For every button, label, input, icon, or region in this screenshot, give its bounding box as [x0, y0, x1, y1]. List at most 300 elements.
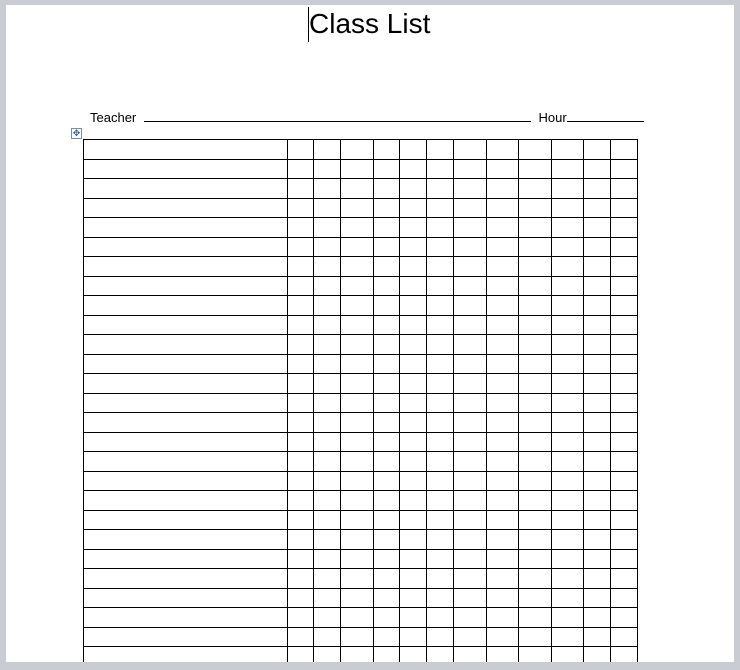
table-cell[interactable]: [427, 237, 454, 257]
table-cell[interactable]: [519, 179, 552, 199]
table-cell[interactable]: [487, 627, 519, 647]
table-cell[interactable]: [400, 530, 427, 550]
table-cell[interactable]: [454, 257, 487, 277]
table-cell[interactable]: [552, 588, 584, 608]
table-cell[interactable]: [584, 647, 611, 663]
table-cell[interactable]: [454, 198, 487, 218]
table-cell[interactable]: [374, 569, 400, 589]
table-cell[interactable]: [584, 569, 611, 589]
table-cell[interactable]: [552, 530, 584, 550]
table-cell[interactable]: [314, 608, 341, 628]
table-cell[interactable]: [611, 374, 638, 394]
table-cell[interactable]: [487, 296, 519, 316]
table-cell[interactable]: [519, 627, 552, 647]
table-cell[interactable]: [611, 627, 638, 647]
table-cell[interactable]: [374, 510, 400, 530]
document-page[interactable]: [6, 5, 734, 662]
table-cell[interactable]: [374, 491, 400, 511]
table-cell[interactable]: [552, 198, 584, 218]
table-cell[interactable]: [552, 413, 584, 433]
table-cell[interactable]: [314, 569, 341, 589]
table-cell[interactable]: [584, 354, 611, 374]
table-cell[interactable]: [611, 198, 638, 218]
student-name-cell[interactable]: [84, 452, 288, 472]
student-name-cell[interactable]: [84, 647, 288, 663]
table-cell[interactable]: [584, 432, 611, 452]
table-cell[interactable]: [552, 491, 584, 511]
table-cell[interactable]: [454, 276, 487, 296]
table-cell[interactable]: [314, 354, 341, 374]
table-cell[interactable]: [341, 588, 374, 608]
table-cell[interactable]: [341, 608, 374, 628]
table-cell[interactable]: [454, 608, 487, 628]
table-cell[interactable]: [374, 179, 400, 199]
table-cell[interactable]: [584, 198, 611, 218]
table-cell[interactable]: [611, 393, 638, 413]
table-cell[interactable]: [487, 159, 519, 179]
table-cell[interactable]: [454, 354, 487, 374]
student-name-cell[interactable]: [84, 530, 288, 550]
table-cell[interactable]: [314, 237, 341, 257]
table-cell[interactable]: [611, 432, 638, 452]
student-name-cell[interactable]: [84, 296, 288, 316]
table-cell[interactable]: [519, 276, 552, 296]
table-cell[interactable]: [552, 179, 584, 199]
table-cell[interactable]: [341, 510, 374, 530]
table-cell[interactable]: [427, 315, 454, 335]
table-cell[interactable]: [519, 510, 552, 530]
table-cell[interactable]: [374, 354, 400, 374]
table-cell[interactable]: [611, 354, 638, 374]
table-cell[interactable]: [427, 335, 454, 355]
table-cell[interactable]: [314, 471, 341, 491]
table-cell[interactable]: [454, 627, 487, 647]
table-cell[interactable]: [427, 257, 454, 277]
table-cell[interactable]: [611, 335, 638, 355]
table-cell[interactable]: [427, 491, 454, 511]
table-cell[interactable]: [288, 549, 314, 569]
table-cell[interactable]: [454, 471, 487, 491]
table-cell[interactable]: [487, 569, 519, 589]
table-cell[interactable]: [584, 393, 611, 413]
table-cell[interactable]: [288, 530, 314, 550]
table-cell[interactable]: [341, 315, 374, 335]
table-cell[interactable]: [374, 140, 400, 160]
table-cell[interactable]: [400, 140, 427, 160]
table-cell[interactable]: [314, 179, 341, 199]
table-cell[interactable]: [374, 257, 400, 277]
table-cell[interactable]: [427, 588, 454, 608]
table-cell[interactable]: [584, 140, 611, 160]
student-name-cell[interactable]: [84, 393, 288, 413]
table-cell[interactable]: [519, 413, 552, 433]
table-cell[interactable]: [288, 491, 314, 511]
table-cell[interactable]: [288, 569, 314, 589]
table-cell[interactable]: [374, 393, 400, 413]
student-name-cell[interactable]: [84, 315, 288, 335]
table-cell[interactable]: [611, 179, 638, 199]
table-cell[interactable]: [519, 471, 552, 491]
table-cell[interactable]: [427, 530, 454, 550]
table-cell[interactable]: [552, 374, 584, 394]
table-cell[interactable]: [314, 257, 341, 277]
table-cell[interactable]: [341, 432, 374, 452]
table-cell[interactable]: [552, 276, 584, 296]
table-cell[interactable]: [374, 588, 400, 608]
table-cell[interactable]: [400, 315, 427, 335]
table-cell[interactable]: [288, 315, 314, 335]
table-cell[interactable]: [400, 257, 427, 277]
table-cell[interactable]: [552, 237, 584, 257]
table-cell[interactable]: [314, 296, 341, 316]
table-cell[interactable]: [519, 491, 552, 511]
table-cell[interactable]: [584, 608, 611, 628]
student-name-cell[interactable]: [84, 491, 288, 511]
table-cell[interactable]: [374, 335, 400, 355]
hour-blank-line[interactable]: [567, 109, 644, 122]
table-cell[interactable]: [427, 432, 454, 452]
student-name-cell[interactable]: [84, 179, 288, 199]
table-cell[interactable]: [427, 413, 454, 433]
student-name-cell[interactable]: [84, 335, 288, 355]
table-cell[interactable]: [374, 276, 400, 296]
table-cell[interactable]: [584, 588, 611, 608]
table-cell[interactable]: [341, 549, 374, 569]
table-cell[interactable]: [400, 627, 427, 647]
table-cell[interactable]: [314, 198, 341, 218]
table-cell[interactable]: [552, 140, 584, 160]
table-cell[interactable]: [314, 315, 341, 335]
table-cell[interactable]: [400, 432, 427, 452]
student-name-cell[interactable]: [84, 588, 288, 608]
table-cell[interactable]: [288, 237, 314, 257]
table-cell[interactable]: [400, 608, 427, 628]
table-cell[interactable]: [584, 159, 611, 179]
table-cell[interactable]: [288, 588, 314, 608]
table-cell[interactable]: [400, 335, 427, 355]
table-cell[interactable]: [400, 510, 427, 530]
table-cell[interactable]: [487, 530, 519, 550]
table-cell[interactable]: [584, 549, 611, 569]
table-cell[interactable]: [374, 627, 400, 647]
table-cell[interactable]: [611, 549, 638, 569]
table-cell[interactable]: [427, 452, 454, 472]
table-cell[interactable]: [400, 471, 427, 491]
table-cell[interactable]: [487, 413, 519, 433]
table-cell[interactable]: [519, 354, 552, 374]
table-cell[interactable]: [584, 276, 611, 296]
table-cell[interactable]: [454, 491, 487, 511]
table-cell[interactable]: [454, 510, 487, 530]
table-move-handle-icon[interactable]: ✥: [72, 128, 81, 138]
table-cell[interactable]: [427, 296, 454, 316]
table-cell[interactable]: [400, 296, 427, 316]
table-cell[interactable]: [487, 432, 519, 452]
table-cell[interactable]: [552, 432, 584, 452]
table-cell[interactable]: [341, 159, 374, 179]
table-cell[interactable]: [519, 198, 552, 218]
table-cell[interactable]: [584, 179, 611, 199]
table-cell[interactable]: [519, 588, 552, 608]
table-cell[interactable]: [454, 452, 487, 472]
table-cell[interactable]: [487, 276, 519, 296]
table-cell[interactable]: [552, 452, 584, 472]
table-cell[interactable]: [400, 393, 427, 413]
table-cell[interactable]: [487, 471, 519, 491]
table-cell[interactable]: [288, 257, 314, 277]
table-cell[interactable]: [374, 452, 400, 472]
table-cell[interactable]: [288, 432, 314, 452]
table-cell[interactable]: [519, 374, 552, 394]
student-name-cell[interactable]: [84, 608, 288, 628]
student-name-cell[interactable]: [84, 354, 288, 374]
table-cell[interactable]: [288, 179, 314, 199]
table-cell[interactable]: [584, 510, 611, 530]
table-cell[interactable]: [400, 276, 427, 296]
table-cell[interactable]: [454, 393, 487, 413]
table-cell[interactable]: [487, 647, 519, 663]
table-cell[interactable]: [341, 530, 374, 550]
table-cell[interactable]: [584, 335, 611, 355]
table-cell[interactable]: [400, 491, 427, 511]
table-cell[interactable]: [487, 198, 519, 218]
teacher-blank-line[interactable]: [144, 109, 531, 122]
table-cell[interactable]: [454, 530, 487, 550]
table-cell[interactable]: [288, 335, 314, 355]
table-cell[interactable]: [314, 549, 341, 569]
table-cell[interactable]: [519, 432, 552, 452]
table-cell[interactable]: [314, 452, 341, 472]
table-cell[interactable]: [427, 354, 454, 374]
table-cell[interactable]: [611, 218, 638, 238]
table-cell[interactable]: [584, 413, 611, 433]
table-cell[interactable]: [552, 393, 584, 413]
table-cell[interactable]: [314, 510, 341, 530]
table-cell[interactable]: [611, 296, 638, 316]
table-cell[interactable]: [454, 647, 487, 663]
table-cell[interactable]: [519, 335, 552, 355]
table-cell[interactable]: [400, 179, 427, 199]
table-cell[interactable]: [487, 452, 519, 472]
table-cell[interactable]: [288, 647, 314, 663]
table-cell[interactable]: [341, 218, 374, 238]
table-cell[interactable]: [341, 569, 374, 589]
table-cell[interactable]: [552, 510, 584, 530]
table-cell[interactable]: [487, 491, 519, 511]
class-roster-table[interactable]: [83, 139, 638, 662]
table-cell[interactable]: [519, 569, 552, 589]
table-cell[interactable]: [584, 530, 611, 550]
teacher-hour-line[interactable]: [90, 109, 644, 127]
table-cell[interactable]: [374, 608, 400, 628]
table-cell[interactable]: [374, 218, 400, 238]
table-cell[interactable]: [314, 647, 341, 663]
page-title[interactable]: Class List: [309, 8, 431, 39]
table-cell[interactable]: [454, 549, 487, 569]
table-cell[interactable]: [341, 413, 374, 433]
table-cell[interactable]: [314, 627, 341, 647]
table-cell[interactable]: [427, 198, 454, 218]
table-cell[interactable]: [584, 471, 611, 491]
table-cell[interactable]: [584, 315, 611, 335]
table-cell[interactable]: [400, 549, 427, 569]
student-name-cell[interactable]: [84, 276, 288, 296]
table-cell[interactable]: [400, 647, 427, 663]
table-cell[interactable]: [341, 452, 374, 472]
table-cell[interactable]: [400, 159, 427, 179]
table-cell[interactable]: [552, 354, 584, 374]
table-cell[interactable]: [552, 569, 584, 589]
table-cell[interactable]: [314, 530, 341, 550]
table-cell[interactable]: [487, 335, 519, 355]
student-name-cell[interactable]: [84, 140, 288, 160]
table-cell[interactable]: [341, 374, 374, 394]
table-cell[interactable]: [341, 237, 374, 257]
table-cell[interactable]: [611, 276, 638, 296]
table-cell[interactable]: [427, 627, 454, 647]
table-cell[interactable]: [341, 276, 374, 296]
table-cell[interactable]: [314, 432, 341, 452]
table-cell[interactable]: [611, 471, 638, 491]
table-cell[interactable]: [314, 218, 341, 238]
student-name-cell[interactable]: [84, 569, 288, 589]
table-cell[interactable]: [374, 237, 400, 257]
table-cell[interactable]: [374, 647, 400, 663]
table-cell[interactable]: [519, 140, 552, 160]
table-cell[interactable]: [288, 198, 314, 218]
table-cell[interactable]: [288, 471, 314, 491]
table-cell[interactable]: [427, 471, 454, 491]
table-cell[interactable]: [427, 608, 454, 628]
table-cell[interactable]: [487, 549, 519, 569]
table-cell[interactable]: [519, 549, 552, 569]
table-cell[interactable]: [487, 354, 519, 374]
student-name-cell[interactable]: [84, 218, 288, 238]
table-cell[interactable]: [288, 413, 314, 433]
table-cell[interactable]: [584, 296, 611, 316]
table-cell[interactable]: [341, 335, 374, 355]
table-cell[interactable]: [487, 374, 519, 394]
student-name-cell[interactable]: [84, 549, 288, 569]
table-cell[interactable]: [374, 374, 400, 394]
table-cell[interactable]: [288, 140, 314, 160]
table-cell[interactable]: [584, 452, 611, 472]
student-name-cell[interactable]: [84, 432, 288, 452]
table-cell[interactable]: [427, 179, 454, 199]
table-cell[interactable]: [519, 452, 552, 472]
table-cell[interactable]: [288, 452, 314, 472]
table-cell[interactable]: [454, 237, 487, 257]
table-cell[interactable]: [314, 491, 341, 511]
table-cell[interactable]: [288, 393, 314, 413]
table-cell[interactable]: [487, 140, 519, 160]
table-cell[interactable]: [341, 491, 374, 511]
table-cell[interactable]: [519, 257, 552, 277]
table-cell[interactable]: [341, 198, 374, 218]
table-cell[interactable]: [611, 452, 638, 472]
table-cell[interactable]: [374, 530, 400, 550]
table-cell[interactable]: [454, 179, 487, 199]
table-cell[interactable]: [611, 647, 638, 663]
table-cell[interactable]: [584, 218, 611, 238]
table-cell[interactable]: [611, 140, 638, 160]
student-name-cell[interactable]: [84, 237, 288, 257]
table-cell[interactable]: [454, 432, 487, 452]
table-cell[interactable]: [374, 432, 400, 452]
table-cell[interactable]: [487, 510, 519, 530]
table-cell[interactable]: [314, 335, 341, 355]
table-cell[interactable]: [341, 647, 374, 663]
student-name-cell[interactable]: [84, 198, 288, 218]
table-cell[interactable]: [374, 159, 400, 179]
table-cell[interactable]: [611, 491, 638, 511]
table-cell[interactable]: [427, 647, 454, 663]
table-cell[interactable]: [400, 374, 427, 394]
table-cell[interactable]: [288, 276, 314, 296]
table-cell[interactable]: [454, 315, 487, 335]
table-cell[interactable]: [341, 179, 374, 199]
table-cell[interactable]: [427, 569, 454, 589]
table-cell[interactable]: [611, 510, 638, 530]
table-cell[interactable]: [519, 315, 552, 335]
table-cell[interactable]: [400, 452, 427, 472]
student-name-cell[interactable]: [84, 374, 288, 394]
table-cell[interactable]: [314, 393, 341, 413]
table-cell[interactable]: [584, 237, 611, 257]
table-cell[interactable]: [400, 218, 427, 238]
table-cell[interactable]: [341, 627, 374, 647]
table-cell[interactable]: [400, 237, 427, 257]
table-cell[interactable]: [552, 647, 584, 663]
table-cell[interactable]: [487, 393, 519, 413]
table-cell[interactable]: [374, 471, 400, 491]
table-cell[interactable]: [454, 218, 487, 238]
table-cell[interactable]: [552, 608, 584, 628]
table-cell[interactable]: [341, 354, 374, 374]
table-cell[interactable]: [584, 627, 611, 647]
table-cell[interactable]: [552, 627, 584, 647]
table-cell[interactable]: [552, 159, 584, 179]
student-name-cell[interactable]: [84, 257, 288, 277]
table-cell[interactable]: [374, 413, 400, 433]
table-cell[interactable]: [341, 471, 374, 491]
table-cell[interactable]: [288, 218, 314, 238]
table-cell[interactable]: [288, 159, 314, 179]
table-cell[interactable]: [400, 588, 427, 608]
table-cell[interactable]: [400, 198, 427, 218]
table-cell[interactable]: [454, 569, 487, 589]
table-cell[interactable]: [611, 588, 638, 608]
table-cell[interactable]: [341, 257, 374, 277]
table-cell[interactable]: [552, 471, 584, 491]
table-cell[interactable]: [552, 218, 584, 238]
table-cell[interactable]: [454, 335, 487, 355]
table-cell[interactable]: [552, 296, 584, 316]
table-cell[interactable]: [288, 296, 314, 316]
table-cell[interactable]: [487, 179, 519, 199]
table-cell[interactable]: [314, 276, 341, 296]
table-cell[interactable]: [552, 335, 584, 355]
table-cell[interactable]: [288, 608, 314, 628]
table-cell[interactable]: [552, 257, 584, 277]
table-cell[interactable]: [314, 140, 341, 160]
table-cell[interactable]: [519, 647, 552, 663]
table-cell[interactable]: [519, 296, 552, 316]
table-cell[interactable]: [584, 374, 611, 394]
table-cell[interactable]: [519, 237, 552, 257]
table-cell[interactable]: [288, 627, 314, 647]
table-cell[interactable]: [314, 159, 341, 179]
